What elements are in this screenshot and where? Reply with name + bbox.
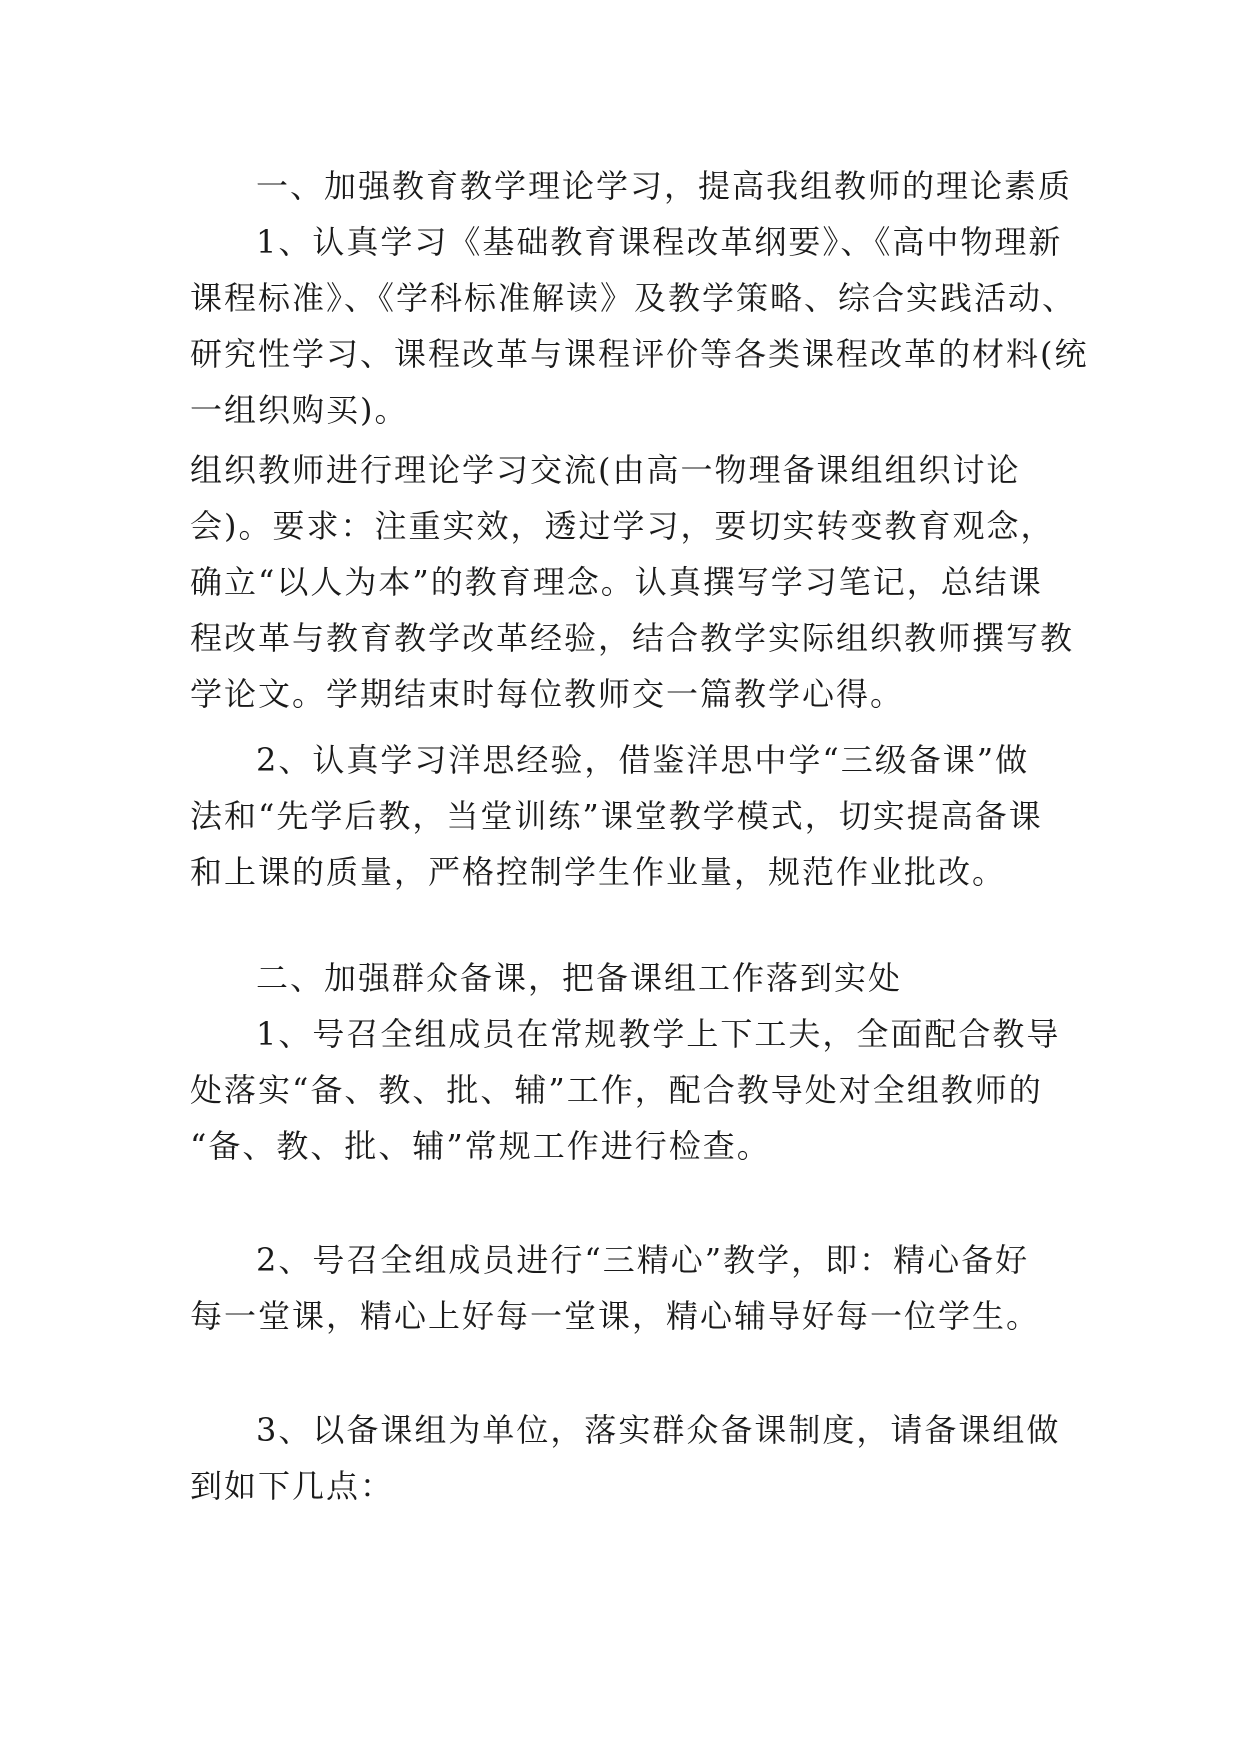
paragraph-line: 1、认真学习《基础教育课程改革纲要》、《高中物理新 xyxy=(256,223,1063,261)
paragraph-line: 2、号召全组成员进行“三精心”教学，即：精心备好 xyxy=(256,1241,1030,1279)
section-heading-2: 二、加强群众备课，把备课组工作落到实处 xyxy=(256,959,903,997)
paragraph-line: 2、认真学习洋思经验，借鉴洋思中学“三级备课”做 xyxy=(256,741,1030,779)
paragraph-line: 到如下几点： xyxy=(190,1467,395,1505)
paragraph-line: 一组织购买)。 xyxy=(190,391,409,429)
paragraph-line: 处落实“备、教、批、辅”工作，配合教导处对全组教师的 xyxy=(190,1071,1043,1109)
paragraph-line: 学论文。学期结束时每位教师交一篇教学心得。 xyxy=(190,675,905,713)
section-heading-1: 一、加强教育教学理论学习，提高我组教师的理论素质 xyxy=(256,167,1073,205)
paragraph-line: 1、号召全组成员在常规教学上下工夫，全面配合教导 xyxy=(256,1015,1061,1053)
paragraph-line: 会)。要求：注重实效，透过学习，要切实转变教育观念， xyxy=(190,507,1055,545)
paragraph-line: “备、教、批、辅”常规工作进行检查。 xyxy=(190,1127,771,1165)
paragraph-line: 3、以备课组为单位，落实群众备课制度，请备课组做 xyxy=(256,1411,1061,1449)
paragraph-line: 研究性学习、课程改革与课程评价等各类课程改革的材料(统 xyxy=(190,335,1089,373)
paragraph-line: 课程标准》、《学科标准解读》及教学策略、综合实践活动、 xyxy=(190,279,1077,317)
paragraph-line: 程改革与教育教学改革经验，结合教学实际组织教师撰写教 xyxy=(190,619,1075,657)
paragraph-line: 和上课的质量，严格控制学生作业量，规范作业批改。 xyxy=(190,853,1007,891)
paragraph-line: 组织教师进行理论学习交流(由高一物理备课组组织讨论 xyxy=(190,451,1021,489)
paragraph-line: 每一堂课，精心上好每一堂课，精心辅导好每一位学生。 xyxy=(190,1297,1041,1335)
paragraph-line: 法和“先学后教，当堂训练”课堂教学模式，切实提高备课 xyxy=(190,797,1043,835)
paragraph-line: 确立“以人为本”的教育理念。认真撰写学习笔记，总结课 xyxy=(190,563,1043,601)
